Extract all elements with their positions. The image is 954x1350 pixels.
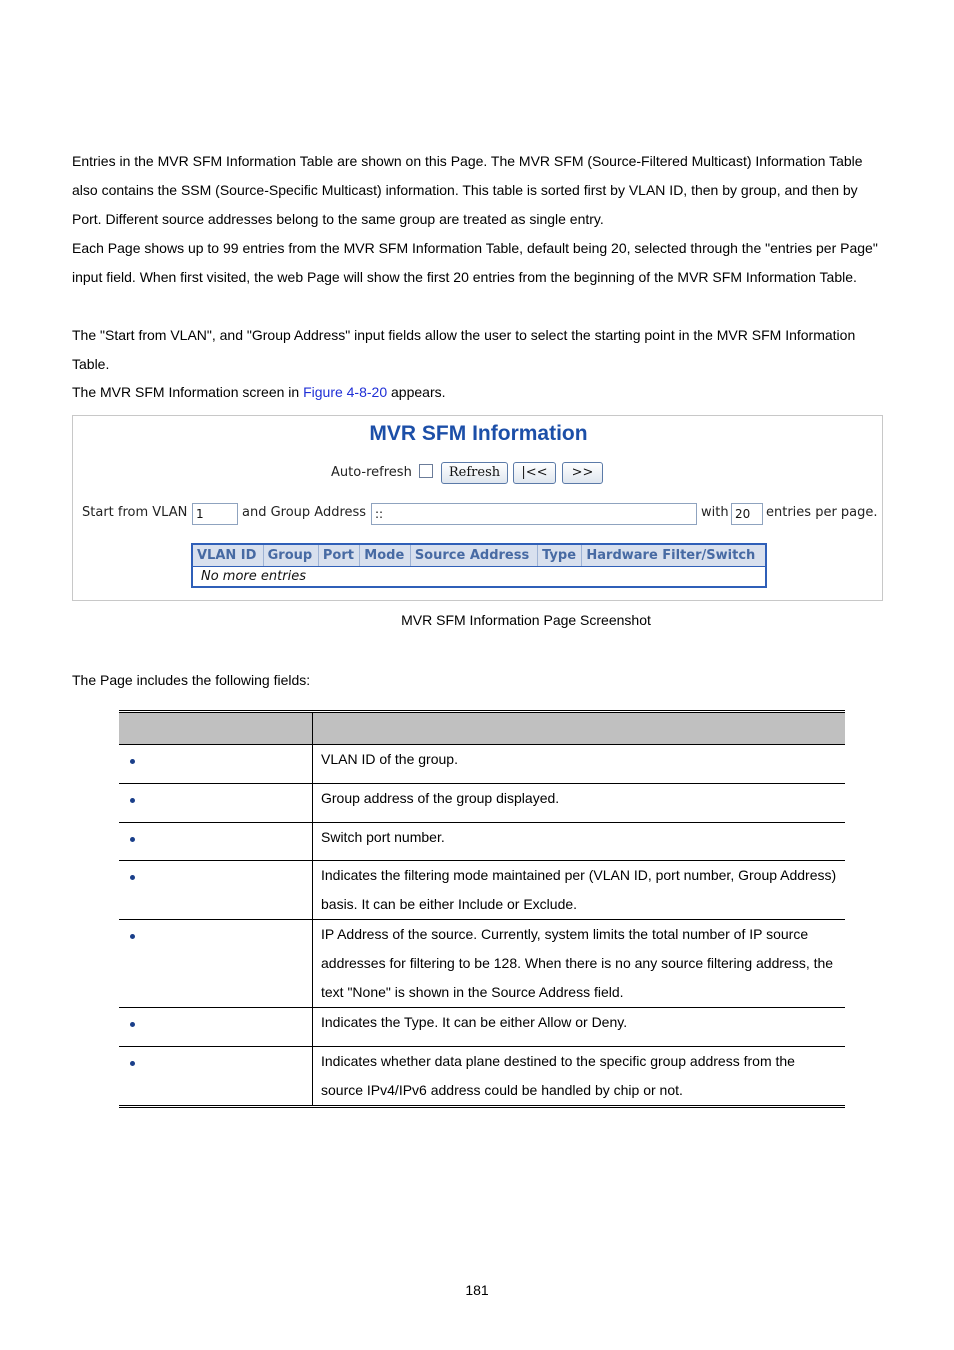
col-group: Group: [263, 544, 318, 567]
sfm-table: [191, 543, 767, 588]
bullet-icon: [130, 1022, 135, 1027]
screenshot-title: MVR SFM Information: [369, 422, 588, 445]
entries-per-page-label: entries per page.: [766, 505, 878, 520]
page-number: 181: [465, 1282, 489, 1298]
table-row: [119, 1008, 845, 1047]
field-description: Indicates the Type. It can be either Allow or Deny.: [313, 1008, 846, 1047]
table-row: [119, 861, 845, 920]
bullet-icon: [130, 875, 135, 880]
group-address-input[interactable]: ::: [371, 503, 697, 525]
mvr-sfm-screenshot: [72, 415, 883, 601]
figure-caption: MVR SFM Information Page Screenshot: [401, 612, 651, 628]
auto-refresh-label: Auto-refresh: [331, 465, 412, 480]
figure-ref-prefix: The MVR SFM Information screen in: [72, 384, 304, 400]
fields-table: [119, 710, 845, 1108]
bullet-icon: [130, 934, 135, 939]
figure-link[interactable]: Figure 4-8-20: [303, 384, 388, 400]
intro-paragraph-3: The "Start from VLAN", and "Group Address" input fields allow the user to select the starting point in the MVR SFM Information Table.: [72, 327, 856, 372]
auto-refresh-checkbox[interactable]: [419, 464, 433, 478]
bullet-icon: [130, 759, 135, 764]
intro-paragraph-1: Entries in the MVR SFM Information Table are shown on this Page. The MVR SFM (Source-Filtered Multicast) Information Table also contains the SSM (Source-Specific Multicast) information. This table is sorted first by VLAN ID, then by group, and then by Port. Different source addresses belong to the same group are treated as single entry.: [72, 153, 863, 227]
field-description: Indicates the filtering mode maintained per (VLAN ID, port number, Group Address) basis. It can be either Include or Exclude.: [313, 861, 846, 920]
field-description: Group address of the group displayed.: [313, 784, 846, 823]
col-source-address: Source Address: [410, 544, 537, 567]
col-port: Port: [318, 544, 359, 567]
header-object: [119, 712, 313, 745]
col-vlan-id: VLAN ID: [192, 544, 263, 567]
figure-ref-suffix: appears.: [387, 384, 446, 400]
first-page-button[interactable]: |<<: [513, 462, 556, 484]
table-row: [119, 745, 845, 784]
header-description: [313, 712, 846, 745]
with-label: with: [701, 505, 729, 520]
bullet-icon: [130, 798, 135, 803]
sfm-table-header: [192, 544, 766, 567]
group-address-label: and Group Address: [242, 505, 367, 520]
table-row: [192, 567, 766, 588]
bullet-icon: [130, 1061, 135, 1066]
field-description: Indicates whether data plane destined to the specific group address from the source IPv4/IPv6 address could be handled by chip or not.: [313, 1047, 846, 1107]
start-vlan-label: Start from VLAN: [82, 505, 188, 520]
field-description: Switch port number.: [313, 823, 846, 861]
fields-intro: The Page includes the following fields:: [72, 672, 311, 688]
col-mode: Mode: [360, 544, 411, 567]
table-row: [119, 784, 845, 823]
start-vlan-input[interactable]: 1: [192, 503, 238, 525]
intro-paragraph-2: Each Page shows up to 99 entries from the MVR SFM Information Table, default being 20, selected through the "entries per Page" input field. When first visited, the web Page will show the first 20 entries from the beginning of the MVR SFM Information Table.: [72, 240, 878, 285]
bullet-icon: [130, 837, 135, 842]
intro-paragraph-4: [72, 378, 887, 407]
table-row: [119, 823, 845, 861]
col-hardware-filter: Hardware Filter/Switch: [582, 544, 766, 567]
entries-per-page-input[interactable]: 20: [731, 503, 763, 525]
empty-message: No more entries: [201, 569, 306, 584]
fields-table-header: [119, 712, 845, 745]
refresh-button[interactable]: Refresh: [441, 462, 508, 484]
table-row: [119, 920, 845, 1008]
col-type: Type: [538, 544, 582, 567]
next-page-button[interactable]: >>: [562, 462, 603, 484]
field-description: IP Address of the source. Currently, system limits the total number of IP source addresses for filtering to be 128. When there is no any source filtering address, the text "None" is shown in the Source Address field.: [313, 920, 846, 1008]
field-description: VLAN ID of the group.: [313, 745, 846, 784]
table-row: [119, 1047, 845, 1107]
